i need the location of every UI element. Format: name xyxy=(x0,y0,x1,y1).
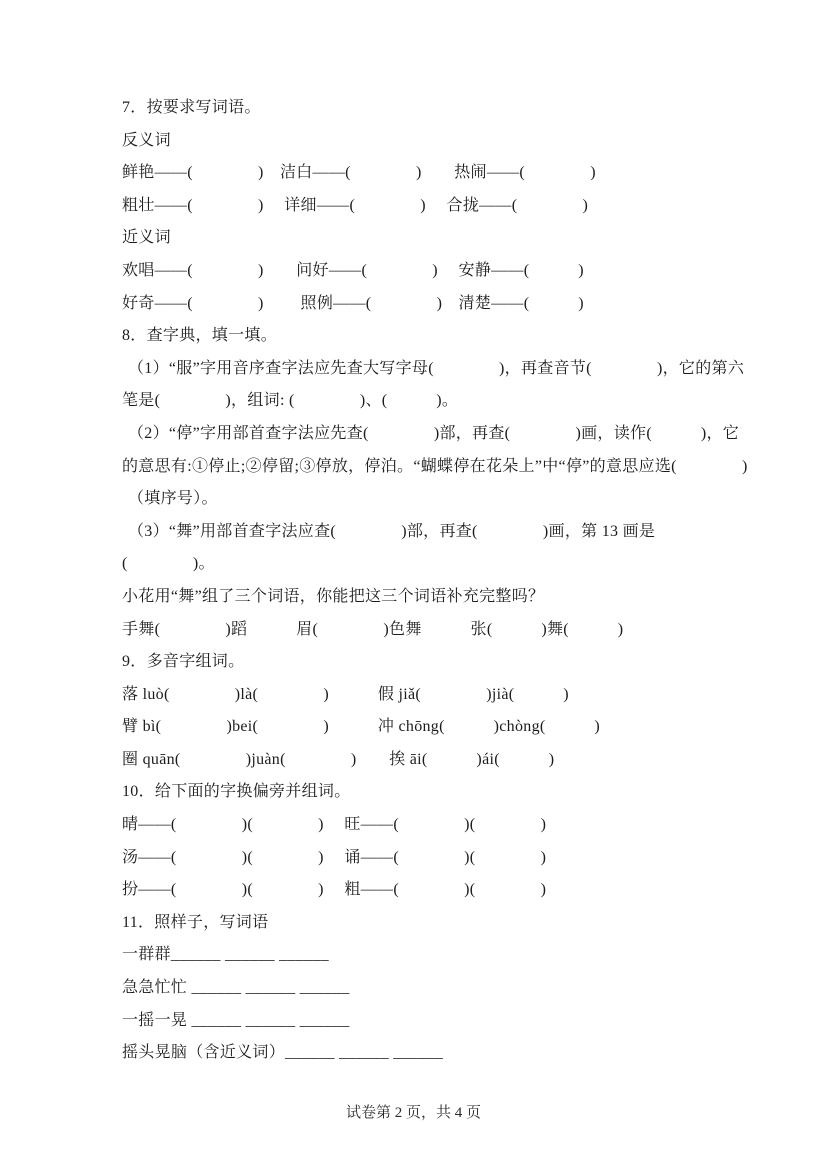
q7-antonym-header: 反义词 xyxy=(122,131,171,149)
q8-part2-line: 的意思有:①停止;②停留;③停放，停泊。“蝴蝶停在花朵上”中“停”的意思应选( ) xyxy=(122,457,748,475)
q8-part3-line: ( )。 xyxy=(122,555,215,573)
q8-part2-line: （2）“停”字用部首查字法应先查( )部，再查( )画，读作( )，它 xyxy=(128,424,740,442)
q8-part1-line: （1）“服”字用音序查字法应先查大写字母( )，再查音节( )，它的第六 xyxy=(128,359,745,377)
q11-row: 一群群______ ______ ______ xyxy=(122,946,329,964)
q7-title: 7．按要求写词语。 xyxy=(122,99,261,116)
q8-part1-line: 笔是( )，组词: ( )、( )。 xyxy=(122,392,459,410)
page-content xyxy=(122,92,748,1070)
q8-part3-line: （3）“舞”用部首查字法应查( )部，再查( )画，第 13 画是 xyxy=(128,522,656,540)
q11-row: 急急忙忙 ______ ______ ______ xyxy=(122,979,350,997)
q9-row: 臂 bì( )bei( ) 冲 chōng( )chòng( ) xyxy=(122,718,601,736)
q10-row: 扮——( )( ) 粗——( )( ) xyxy=(122,881,547,899)
q8-title: 8．查字典，填一填。 xyxy=(122,327,278,345)
q11-title: 11．照样子，写词语 xyxy=(122,913,269,931)
q8-part2-line: （填序号）。 xyxy=(128,490,218,508)
q7-synonym-header: 近义词 xyxy=(122,229,171,247)
q10-row: 汤——( )( ) 诵——( )( ) xyxy=(122,848,547,866)
q9-title: 9．多音字组词。 xyxy=(122,653,245,671)
q10-row: 晴——( )( ) 旺——( )( ) xyxy=(122,816,547,834)
q7-antonym-row: 鲜艳——( ) 洁白——( ) 热闹——( ) xyxy=(122,164,596,182)
q10-title: 10．给下面的字换偏旁并组词。 xyxy=(122,783,351,801)
q11-row: 一摇一晃 ______ ______ ______ xyxy=(122,1011,350,1029)
q7-synonym-row: 好奇——( ) 照例——( ) 清楚——( ) xyxy=(122,294,584,312)
q8-wu-prompt: 小花用“舞”组了三个词语，你能把这三个词语补充完整吗？ xyxy=(122,587,545,605)
q8-wu-blanks: 手舞( )蹈 眉( )色舞 张( )舞( ) xyxy=(122,620,624,638)
q7-synonym-row: 欢唱——( ) 问好——( ) 安静——( ) xyxy=(122,261,584,279)
page-footer: 试卷第 2 页，共 4 页 xyxy=(345,1105,481,1121)
q7-antonym-row: 粗壮——( ) 详细——( ) 合拢——( ) xyxy=(122,196,589,214)
q9-row: 落 luò( )là( ) 假 jiǎ( )jià( ) xyxy=(122,685,569,703)
q11-row: 摇头晃脑（含近义词）______ ______ ______ xyxy=(122,1044,443,1062)
q9-row: 圈 quān( )juàn( ) 挨 āi( )ái( ) xyxy=(122,750,555,768)
